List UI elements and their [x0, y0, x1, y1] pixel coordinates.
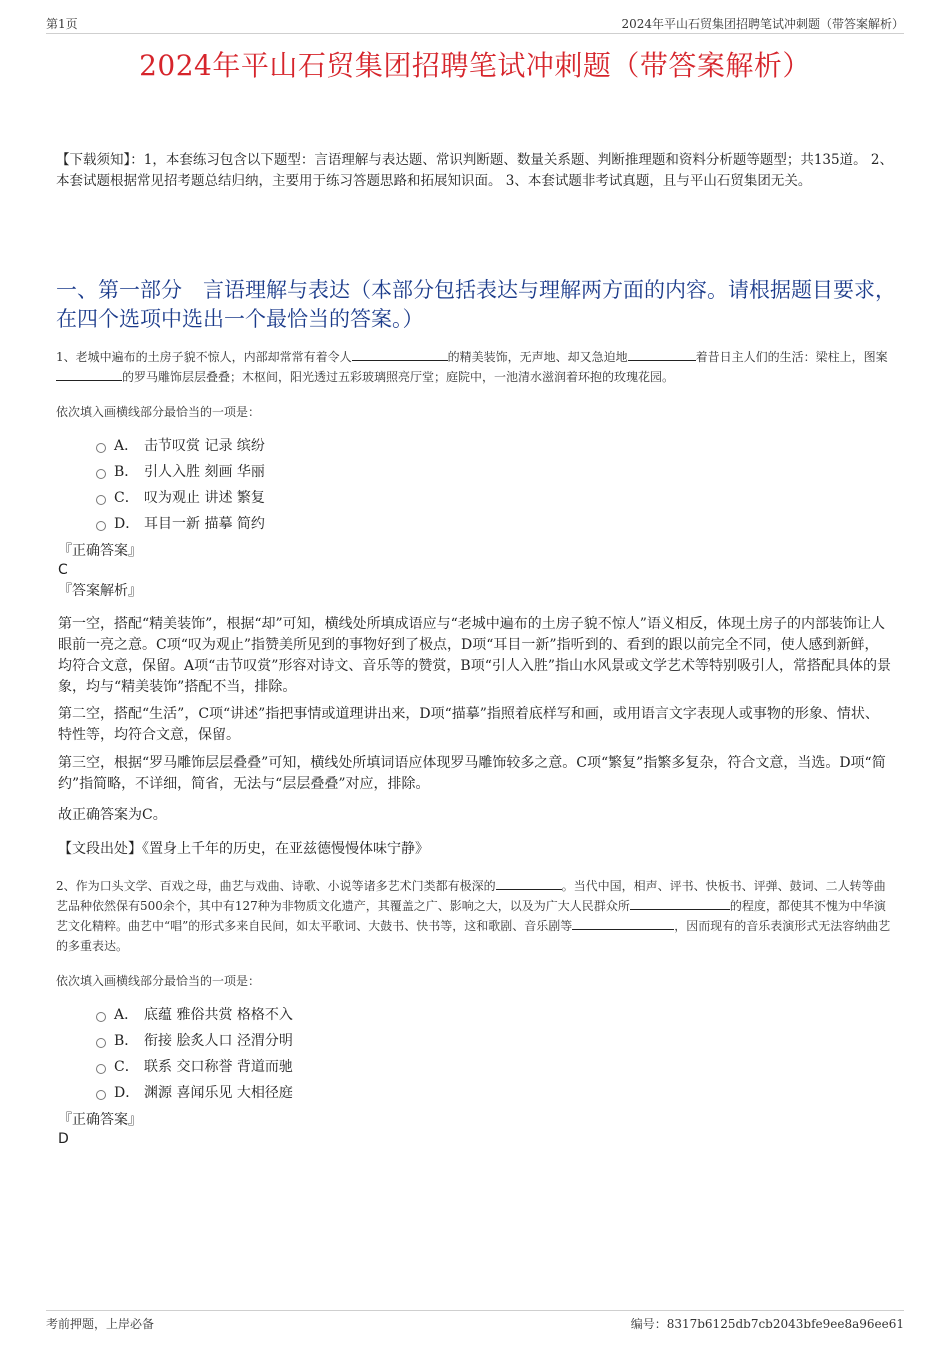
- q1-analysis-paragraph-1: 第一空，搭配“精美装饰”，根据“却”可知，横线处所填成语应与“老城中遍布的土房子貌不惊人”语义相反，体现土房子的内部装饰让人眼前一亮之意。C项“叹为观止”指赞美所见到的事物好到了极点，D项“耳目一新”指听到的、看到的跟以前完全不同，使人感到新鲜，均符合文意，保留。A项“击节叹赏”形容对诗文、音乐等的赞赏，B项“引人入胜”指山水风景或文学艺术等特别吸引人，常搭配具体的景象，均与“精美装饰”搭配不当，排除。: [58, 616, 892, 695]
- header-doc-title: 2024年平山石贸集团招聘笔试冲刺题（带答案解析）: [621, 17, 904, 31]
- q1-analysis-paragraph-3: 第三空，根据“罗马雕饰层层叠叠”可知，横线处所填词语应体现罗马雕饰较多之意。C项“繁复”指繁多复杂，符合文意，当选。D项“简约”指简略，不详细，简省，无法与“层层叠叠”对应，排除。: [58, 755, 886, 792]
- q2-option-a[interactable]: A． 底蕴 雅俗共赏 格格不入: [96, 1006, 293, 1024]
- q2-prompt: 依次填入画横线部分最恰当的一项是：: [56, 974, 261, 988]
- download-notice: 【下载须知】：1，本套练习包含以下题型：言语理解与表达题、常识判断题、数量关系题、判断推理题和资料分析题等题型；共135道。 2、本套试题根据常见招考题总结归纳，主要用于练习答题思路和拓展知识面。 3、本套试题非考试真题，且与平山石贸集团无关。: [56, 152, 893, 189]
- q1-stem-part-c: 着昔日主人们的生活：梁柱上，图案: [695, 350, 888, 364]
- q1-source: 【文段出处】《置身上千年的历史，在亚兹德慢慢体味宁静》: [58, 841, 429, 857]
- q2-stem-part-d: ，因而现有的音乐表演形式无法容纳曲艺的多重表达。: [56, 919, 891, 953]
- q1-analysis-paragraph-2: 第二空，搭配“生活”，C项“讲述”指把事情或道理讲出来，D项“描摹”指照着底样写和画，或用语言文字表现人或事物的形象、情状、特性等，均符合文意，保留。: [58, 706, 879, 743]
- q1-prompt: 依次填入画横线部分最恰当的一项是：: [56, 405, 261, 419]
- q1-analysis-heading: 『答案解析』: [58, 583, 142, 599]
- q2-option-d[interactable]: D． 渊源 喜闻乐见 大相径庭: [96, 1084, 293, 1102]
- header-divider: [46, 33, 904, 34]
- radio-icon[interactable]: [96, 1012, 106, 1022]
- radio-icon[interactable]: [96, 1090, 106, 1100]
- q2-stem-part-b: 。当代中国，相声、评书、快板书、评弹、鼓词、二人转等曲艺品种依然保有500余个，其中有127种为非物质文化遗产，其覆盖之广、影响之大，以及为广大人民群众所: [56, 879, 886, 913]
- q2-blank-3-cont: [640, 916, 674, 930]
- page-number: 第1页: [46, 17, 78, 31]
- footer-slogan: 考前押题，上岸必备: [46, 1317, 155, 1331]
- q2-blank-2: [630, 896, 730, 910]
- q2-option-c[interactable]: C． 联系 交口称誉 背道而驰: [96, 1058, 293, 1076]
- q1-answer-value: C: [58, 562, 68, 578]
- question-1-stem: [56, 347, 896, 387]
- radio-icon[interactable]: [96, 443, 106, 453]
- radio-icon[interactable]: [96, 1038, 106, 1048]
- radio-icon[interactable]: [96, 495, 106, 505]
- q1-stem-part-b: 的精美装饰，无声地、却又急迫地: [447, 350, 628, 364]
- q1-conclusion: 故正确答案为C。: [58, 807, 167, 823]
- q2-option-b[interactable]: B． 衔接 脍炙人口 泾渭分明: [96, 1032, 293, 1050]
- q1-option-b[interactable]: B． 引人入胜 刻画 华丽: [96, 463, 265, 481]
- q1-stem-part-a: 1、老城中遍布的土房子貌不惊人，内部却常常有着令人: [56, 350, 352, 364]
- q2-blank-1: [496, 876, 562, 890]
- q2-stem-part-a: 2、作为口头文学、百戏之母，曲艺与戏曲、诗歌、小说等诸多艺术门类都有极深的: [56, 879, 496, 893]
- footer-doc-id: 编号：8317b6125db7cb2043bfe9ee8a96ee61: [630, 1317, 904, 1331]
- q1-blank-3: [56, 367, 122, 381]
- q1-option-c[interactable]: C． 叹为观止 讲述 繁复: [96, 489, 265, 507]
- radio-icon[interactable]: [96, 521, 106, 531]
- q1-option-d[interactable]: D． 耳目一新 描摹 简约: [96, 515, 265, 533]
- q1-blank-2: [628, 347, 696, 361]
- q2-blank-3: [572, 916, 640, 930]
- radio-icon[interactable]: [96, 469, 106, 479]
- q1-option-a[interactable]: A． 击节叹赏 记录 缤纷: [96, 437, 265, 455]
- question-2-stem: [56, 876, 896, 956]
- radio-icon[interactable]: [96, 1064, 106, 1074]
- q1-answer-heading: 『正确答案』: [58, 543, 142, 559]
- q2-answer-value: D: [58, 1131, 69, 1147]
- q2-answer-heading: 『正确答案』: [58, 1112, 142, 1128]
- document-title: 2024年平山石贸集团招聘笔试冲刺题（带答案解析）: [139, 49, 811, 82]
- q1-stem-part-d: 的罗马雕饰层层叠叠；木枢间，阳光透过五彩玻璃照亮厅堂；庭院中，一池清水滋润着环抱的玫瑰花园。: [122, 370, 675, 384]
- q2-stem-part-c: 的程度，都使其不愧为中华演艺文化精粹。曲艺中“唱”的形式多来自民间，如太平歌词、大鼓书、快书等，这和歌剧、音乐剧等: [56, 899, 886, 933]
- footer-divider: [46, 1310, 904, 1311]
- q1-blank-1: [352, 347, 448, 361]
- section-heading: 一、第一部分 言语理解与表达（本部分包括表达与理解两方面的内容。请根据题目要求，在四个选项中选出一个最恰当的答案。）: [56, 278, 896, 331]
